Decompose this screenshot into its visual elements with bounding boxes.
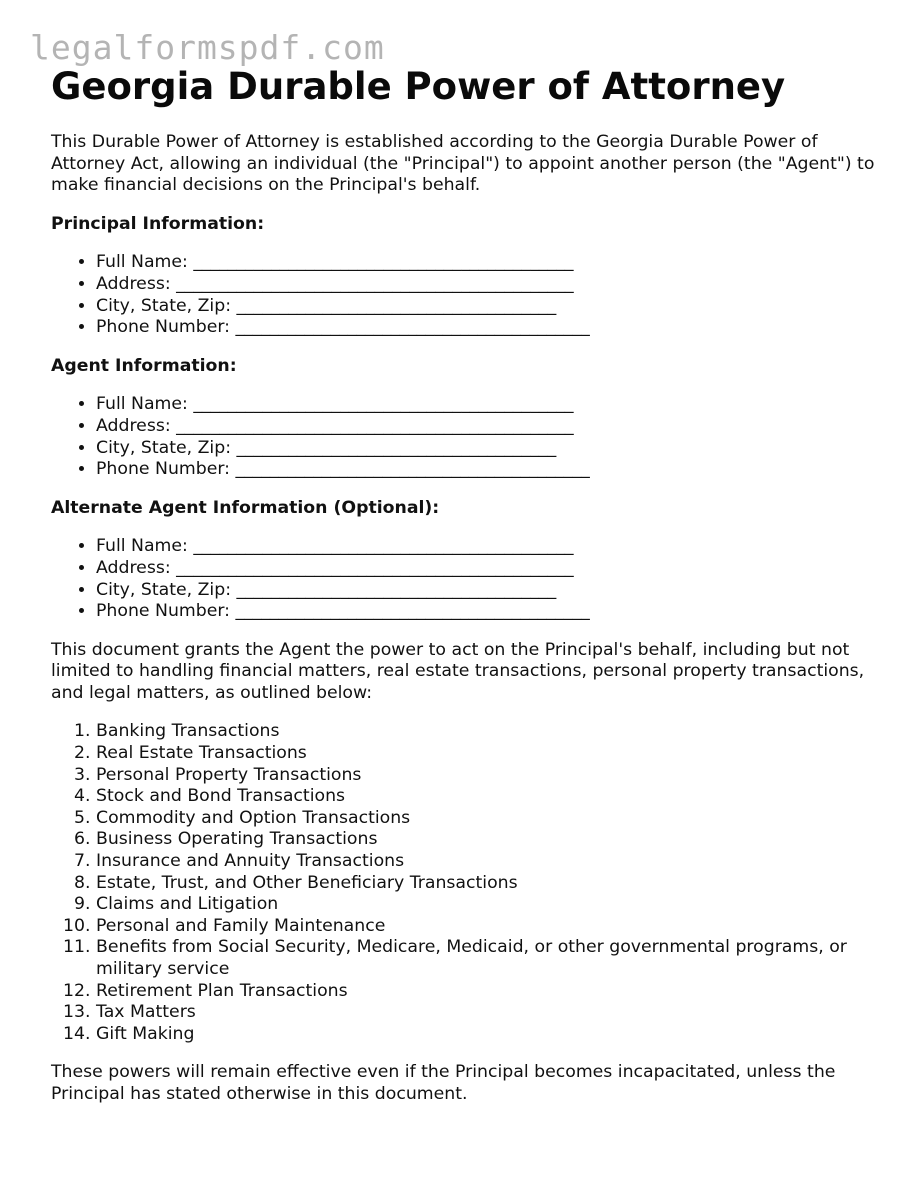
closing-paragraph: These powers will remain effective even if the Principal becomes incapacitated, unless the Principal has stated otherwise in this document.: [51, 1062, 836, 1104]
agent-city-state-zip-field: • City, State, Zip: _____________________________________: [96, 438, 881, 460]
alternate-agent-fields-list: [51, 536, 881, 622]
alternate-agent-address-field: • Address: ______________________________________________: [96, 558, 881, 580]
power-item: 6. Business Operating Transactions: [96, 829, 881, 851]
principal-fields-list: [51, 252, 881, 338]
section-heading-agent: Agent Information:: [51, 355, 237, 376]
power-item: 12. Retirement Plan Transactions: [96, 981, 881, 1003]
agent-phone-field: • Phone Number: _________________________________________: [96, 459, 881, 481]
intro-paragraph: This Durable Power of Attorney is established according to the Georgia Durable Power of Attorney Act, allowing an individual (the "Principal") to appoint another person (the "Agent") to make financial decisions on the Principal's behalf.: [51, 132, 875, 196]
principal-address-field: • Address: ______________________________________________: [96, 274, 881, 296]
principal-city-state-zip-field: • City, State, Zip: _____________________________________: [96, 296, 881, 318]
power-item: 3. Personal Property Transactions: [96, 765, 881, 787]
power-item: 14. Gift Making: [96, 1024, 881, 1046]
agent-fields-list: [51, 394, 881, 480]
section-heading-alternate-agent: Alternate Agent Information (Optional):: [51, 497, 440, 518]
section-heading-principal: Principal Information:: [51, 213, 265, 234]
document-page: [51, 64, 881, 1106]
power-item: 7. Insurance and Annuity Transactions: [96, 851, 881, 873]
agent-full-name-field: • Full Name: ____________________________________________: [96, 394, 881, 416]
power-item: 5. Commodity and Option Transactions: [96, 808, 881, 830]
power-item: 1. Banking Transactions: [96, 721, 881, 743]
alternate-agent-full-name-field: • Full Name: ____________________________________________: [96, 536, 881, 558]
power-item: 13. Tax Matters: [96, 1002, 881, 1024]
alternate-agent-city-state-zip-field: • City, State, Zip: _____________________________________: [96, 580, 881, 602]
power-item: 2. Real Estate Transactions: [96, 743, 881, 765]
agent-address-field: • Address: ______________________________________________: [96, 416, 881, 438]
power-item: 10. Personal and Family Maintenance: [96, 916, 881, 938]
principal-full-name-field: • Full Name: ____________________________________________: [96, 252, 881, 274]
watermark: legalformspdf.com: [30, 28, 385, 67]
principal-phone-field: • Phone Number: _________________________________________: [96, 317, 881, 339]
alternate-agent-phone-field: • Phone Number: _________________________________________: [96, 601, 881, 623]
powers-list: [51, 721, 881, 1045]
powers-intro-paragraph: This document grants the Agent the power to act on the Principal's behalf, including but not limited to handling financial matters, real estate transactions, personal property transactions, and legal matters, as outlined below:: [51, 639, 865, 703]
power-item: 4. Stock and Bond Transactions: [96, 786, 881, 808]
power-item: 9. Claims and Litigation: [96, 894, 881, 916]
power-item: 8. Estate, Trust, and Other Beneficiary Transactions: [96, 873, 881, 895]
power-item: 11. Benefits from Social Security, Medicare, Medicaid, or other governmental programs, or military service: [96, 937, 881, 980]
document-title: Georgia Durable Power of Attorney: [51, 65, 786, 108]
